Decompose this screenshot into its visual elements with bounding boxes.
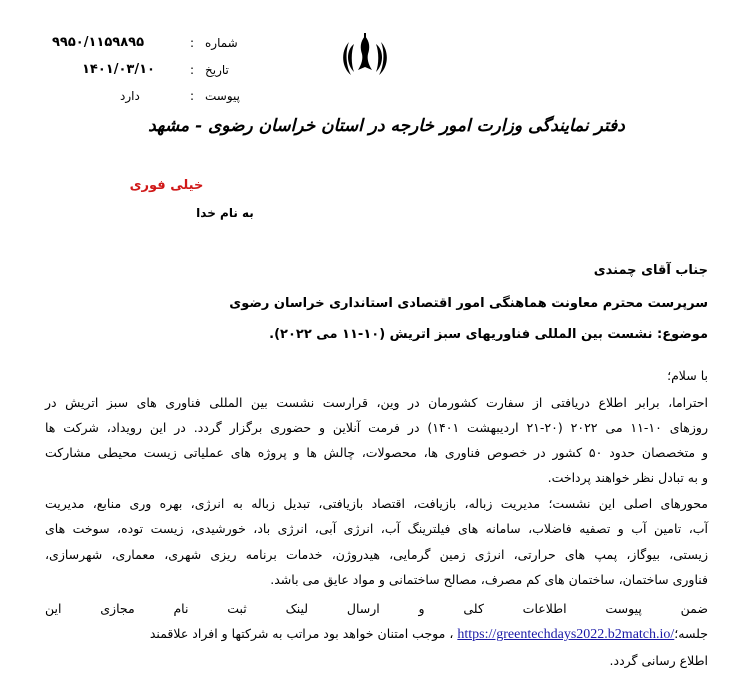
paragraph-1-line: احتراما، برابر اطلاع دریافتی از سفارت کشورمان در وین، قرارست نشست بین المللی فناوری های سبز اتریش در xyxy=(45,395,708,410)
paragraph-2-line: محورهای اصلی این نشست؛ مدیریت زباله، بازیافت، اقتصاد بازیافتی، تبدیل زباله به انرژی، بهره وری منابع، مدیریت xyxy=(45,496,708,511)
attachment-colon: : xyxy=(190,89,195,103)
office-title: دفتر نمایندگی وزارت امور خارجه در استان خراسان رضوی - مشهد xyxy=(148,116,625,136)
attachment-value: دارد xyxy=(120,89,140,103)
paragraph-2-line: فناوری ساختمان، ساختمان های کم مصرف، مصالح ساختمانی و مواد عایق می باشد. xyxy=(270,572,708,587)
paragraph-3-suffix: ، موجب امتنان خواهد بود مراتب به شرکتها و افراد علاقمند xyxy=(149,626,454,641)
letter-date: ۱۴۰۱/۰۳/۱۰ xyxy=(82,62,155,77)
paragraph-1-line: روزهای ۱۰-۱۱ می ۲۰۲۲ (۲۰-۲۱ اردیبهشت ۱۴۰۱) در فرمت آنلاین و حضوری برگزار گردد. در این رویداد، شرکت ها xyxy=(45,420,708,435)
registration-link[interactable]: https://greentechdays2022.b2match.io/ xyxy=(457,627,675,642)
number-label: شماره xyxy=(205,36,238,50)
letter-subject: موضوع: نشست بین المللی فناوریهای سبز اتریش (۱۰-۱۱ می ۲۰۲۲). xyxy=(269,327,708,342)
paragraph-3-line xyxy=(45,626,708,643)
paragraph-3-line: ضمن پیوست اطلاعات کلی و ارسال لینک ثبت نام مجازی این xyxy=(45,601,708,616)
recipient-name: جناب آقای چمندی xyxy=(593,263,708,278)
paragraph-2-line: زیستی، بیوگاز، پمپ های حرارتی، انرژی زمین گرمایی، هیدروژن، خدمات برنامه ریزی شهری، معماری، شهرسازی، xyxy=(45,547,708,562)
date-colon: : xyxy=(190,63,195,77)
paragraph-3-prefix: جلسه؛ xyxy=(674,626,708,641)
paragraph-2-line: آب، تامین آب و تصفیه فاضلاب، سامانه های فیلترینگ آب، انرژی آبی، انرژی باد، خورشیدی، زیست توده، سوخت های xyxy=(45,521,708,536)
letter-number: ۹۹۵۰/۱۱۵۹۸۹۵ xyxy=(52,35,145,50)
basmala: به نام خدا xyxy=(196,206,254,220)
greeting: با سلام؛ xyxy=(667,368,708,383)
paragraph-1-line: و متخصصان حدود ۵۰ کشور در خصوص فناوری ها، محصولات، چالش ها و پروژه های عملیاتی زیست محیطی مشارکت xyxy=(45,445,708,460)
urgency-label: خیلی فوری xyxy=(129,178,204,193)
number-colon: : xyxy=(190,36,195,50)
paragraph-3-line: اطلاع رسانی گردد. xyxy=(609,653,708,668)
attachment-label: پیوست xyxy=(205,89,240,103)
iran-emblem-icon xyxy=(340,30,390,80)
paragraph-1-line: و به تبادل نظر خواهند پرداخت. xyxy=(547,470,708,485)
date-label: تاریخ xyxy=(205,63,229,77)
recipient-position: سرپرست محترم معاونت هماهنگی امور اقتصادی استانداری خراسان رضوی xyxy=(229,296,708,311)
